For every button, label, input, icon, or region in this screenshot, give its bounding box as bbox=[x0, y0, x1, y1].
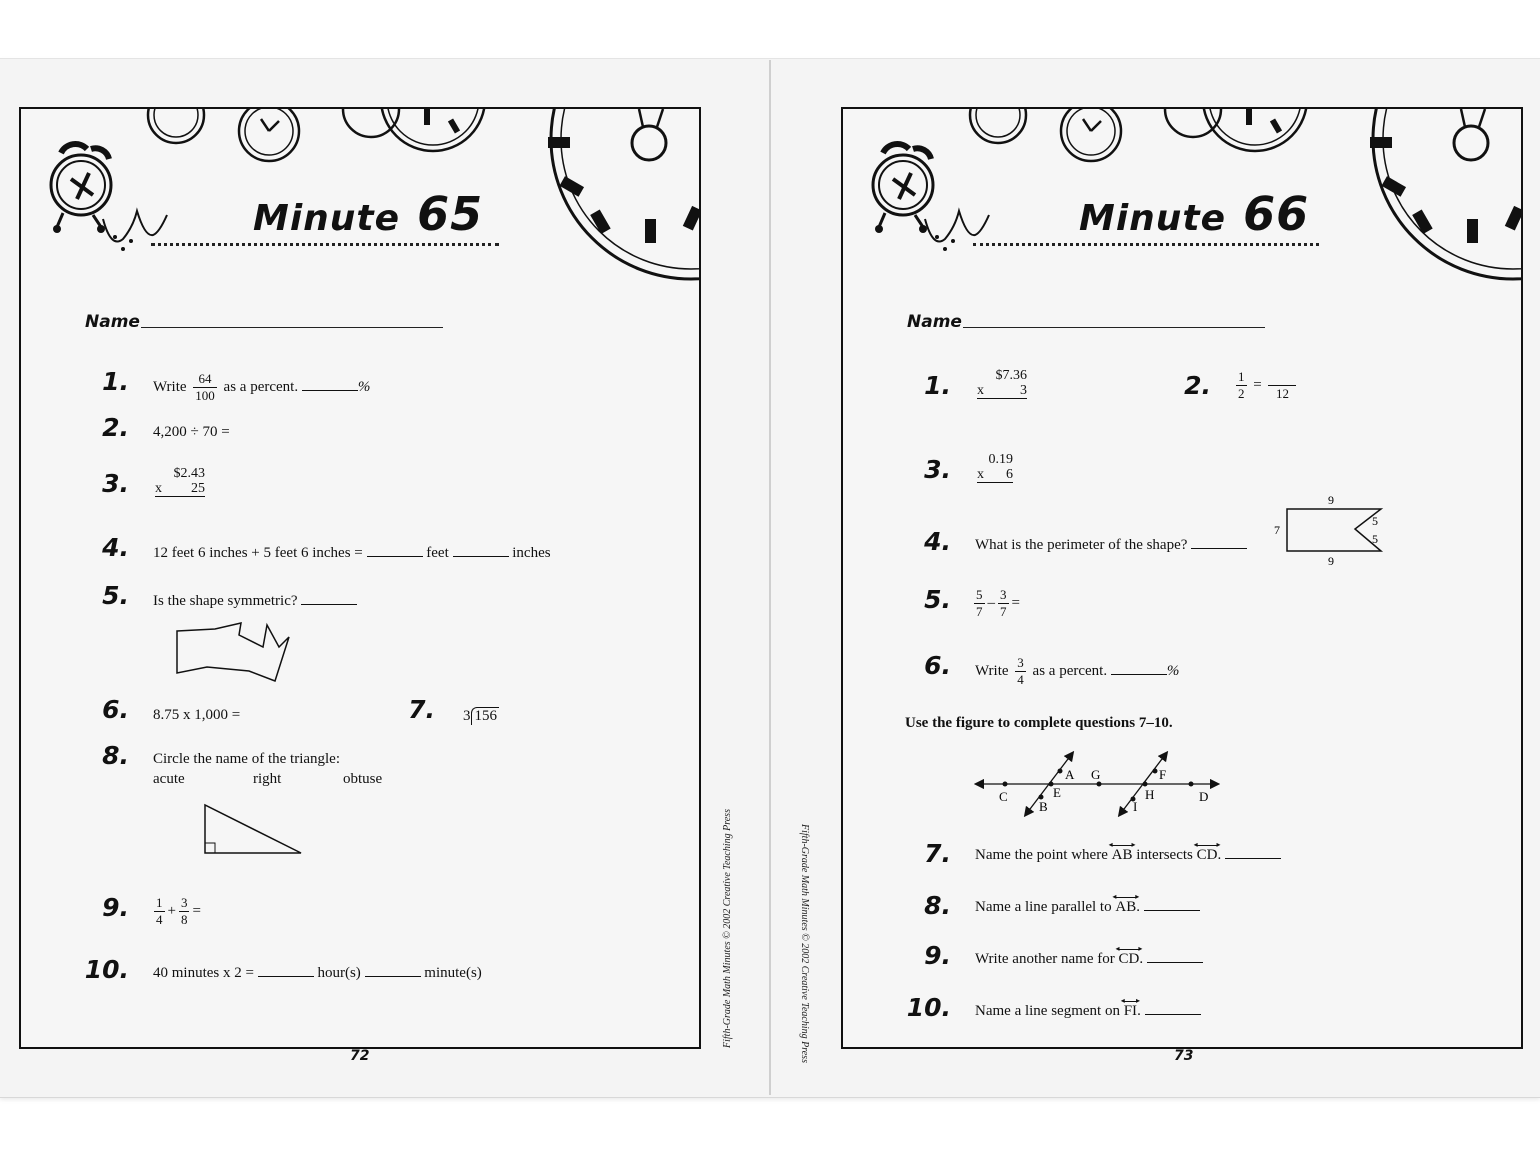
question-number: 1. bbox=[924, 371, 951, 400]
question-number: 6. bbox=[924, 651, 951, 680]
question-9: $\frac{1}{4}$ + $\frac{3}{8}$ = bbox=[156, 895, 201, 927]
question-7: 3 156 bbox=[463, 708, 497, 724]
title-number: 65 bbox=[417, 187, 484, 241]
page-title bbox=[253, 187, 483, 241]
question-6: 8.75 x 1,000 = bbox=[153, 707, 241, 723]
point-label: G bbox=[1091, 767, 1101, 782]
question-8: Name a line parallel to ◂ AB ▸ . bbox=[975, 899, 1200, 916]
answer-blank[interactable] bbox=[1147, 961, 1203, 963]
question-1: $7.36 x 3 bbox=[977, 368, 1027, 398]
option-acute[interactable]: acute bbox=[153, 771, 185, 787]
answer-blank[interactable] bbox=[453, 555, 509, 557]
question-1: Write $\frac{64}{100}$ as a percent. % bbox=[153, 371, 371, 403]
lines-figure-icon bbox=[973, 749, 1223, 819]
question-number: 9. bbox=[102, 893, 129, 922]
question-number: 10. bbox=[84, 955, 129, 984]
zigzag-shape-icon bbox=[171, 621, 296, 686]
answer-blank[interactable] bbox=[1111, 673, 1167, 675]
answer-blank[interactable] bbox=[302, 389, 358, 391]
question-2: 4,200 ÷ 70 = bbox=[153, 424, 230, 440]
answer-blank[interactable] bbox=[258, 975, 314, 977]
question-number: 7. bbox=[408, 695, 435, 724]
side-label: 5 bbox=[1372, 532, 1378, 546]
title-word: Minute bbox=[1079, 198, 1227, 239]
fraction: $\frac{64}{100}$ bbox=[195, 371, 215, 403]
question-number: 5. bbox=[924, 585, 951, 614]
page-title bbox=[1079, 187, 1309, 241]
side-label: 7 bbox=[1274, 523, 1280, 537]
question-number: 10. bbox=[906, 993, 951, 1022]
title-number: 66 bbox=[1243, 187, 1310, 241]
question-5: Is the shape symmetric? bbox=[153, 593, 357, 610]
worksheet-page-left bbox=[19, 107, 701, 1049]
option-obtuse[interactable]: obtuse bbox=[343, 771, 383, 787]
point-label: A bbox=[1065, 767, 1075, 782]
answer-blank[interactable] bbox=[1144, 909, 1200, 911]
side-label: 9 bbox=[1328, 554, 1334, 567]
question-10: Name a line segment on ◂ FI ▸ . bbox=[975, 1003, 1201, 1020]
question-number: 1. bbox=[102, 367, 129, 396]
page-number: 73 bbox=[1174, 1048, 1194, 1064]
answer-blank[interactable] bbox=[365, 975, 421, 977]
question-7: Name the point where ◂ AB ▸ intersects ◂ CD ▸ . bbox=[975, 847, 1281, 864]
answer-blank[interactable] bbox=[301, 603, 357, 605]
question-4: 12 feet 6 inches + 5 feet 6 inches = feet inches bbox=[153, 545, 551, 561]
point-label: B bbox=[1039, 799, 1048, 814]
question-4: What is the perimeter of the shape? bbox=[975, 537, 1247, 554]
name-label: Name bbox=[907, 312, 962, 332]
question-10: 40 minutes x 2 = hour(s) minute(s) bbox=[153, 965, 482, 981]
side-label: 9 bbox=[1328, 493, 1334, 507]
question-number: 2. bbox=[1184, 371, 1211, 400]
point-label: E bbox=[1053, 785, 1061, 800]
answer-blank[interactable] bbox=[1225, 857, 1281, 859]
answer-blank[interactable] bbox=[1268, 369, 1296, 386]
question-3: 0.19 x 6 bbox=[977, 452, 1013, 482]
question-number: 7. bbox=[924, 839, 951, 868]
title-word: Minute bbox=[253, 198, 401, 239]
question-number: 8. bbox=[102, 741, 129, 770]
name-label: Name bbox=[85, 312, 140, 332]
point-label: C bbox=[999, 789, 1008, 804]
question-number: 2. bbox=[102, 413, 129, 442]
question-5: $\frac{5}{7}$ – $\frac{3}{7}$ = bbox=[976, 587, 1020, 619]
copyright-credit: Fifth-Grade Math Minutes © 2002 Creative Teaching Press bbox=[799, 824, 810, 1063]
question-2: $\frac{1}{2}$ = 12 bbox=[1233, 369, 1299, 402]
answer-blank[interactable] bbox=[1191, 547, 1247, 549]
option-right[interactable]: right bbox=[253, 771, 282, 787]
right-triangle-icon bbox=[201, 803, 306, 858]
question-number: 3. bbox=[924, 455, 951, 484]
question-3: $2.43 x 25 bbox=[155, 466, 205, 496]
book-gutter bbox=[769, 60, 771, 1095]
name-blank[interactable] bbox=[963, 327, 1265, 328]
page-number: 72 bbox=[350, 1048, 370, 1064]
point-label: F bbox=[1159, 767, 1167, 782]
question-number: 4. bbox=[924, 527, 951, 556]
instruction-text: Use the figure to complete questions 7–10. bbox=[905, 715, 1173, 731]
question-number: 5. bbox=[102, 581, 129, 610]
perimeter-shape-icon bbox=[1269, 491, 1389, 567]
question-9: Write another name for ◂ CD ▸ . bbox=[975, 951, 1203, 968]
copyright-credit: Fifth-Grade Math Minutes © 2002 Creative Teaching Press bbox=[722, 809, 733, 1048]
point-label: H bbox=[1145, 787, 1155, 802]
question-number: 9. bbox=[924, 941, 951, 970]
question-number: 8. bbox=[924, 891, 951, 920]
name-blank[interactable] bbox=[141, 327, 443, 328]
point-label: I bbox=[1133, 799, 1138, 814]
answer-blank[interactable] bbox=[1145, 1013, 1201, 1015]
question-number: 3. bbox=[102, 469, 129, 498]
question-number: 6. bbox=[102, 695, 129, 724]
question-8: Circle the name of the triangle: bbox=[153, 751, 341, 767]
side-label: 5 bbox=[1372, 514, 1378, 528]
question-6: Write $\frac{3}{4}$ as a percent. % bbox=[975, 655, 1180, 687]
question-number: 4. bbox=[102, 533, 129, 562]
title-underline bbox=[151, 243, 499, 246]
answer-blank[interactable] bbox=[367, 555, 423, 557]
point-label: D bbox=[1199, 789, 1209, 804]
title-underline bbox=[973, 243, 1319, 246]
worksheet-page-right bbox=[841, 107, 1523, 1049]
